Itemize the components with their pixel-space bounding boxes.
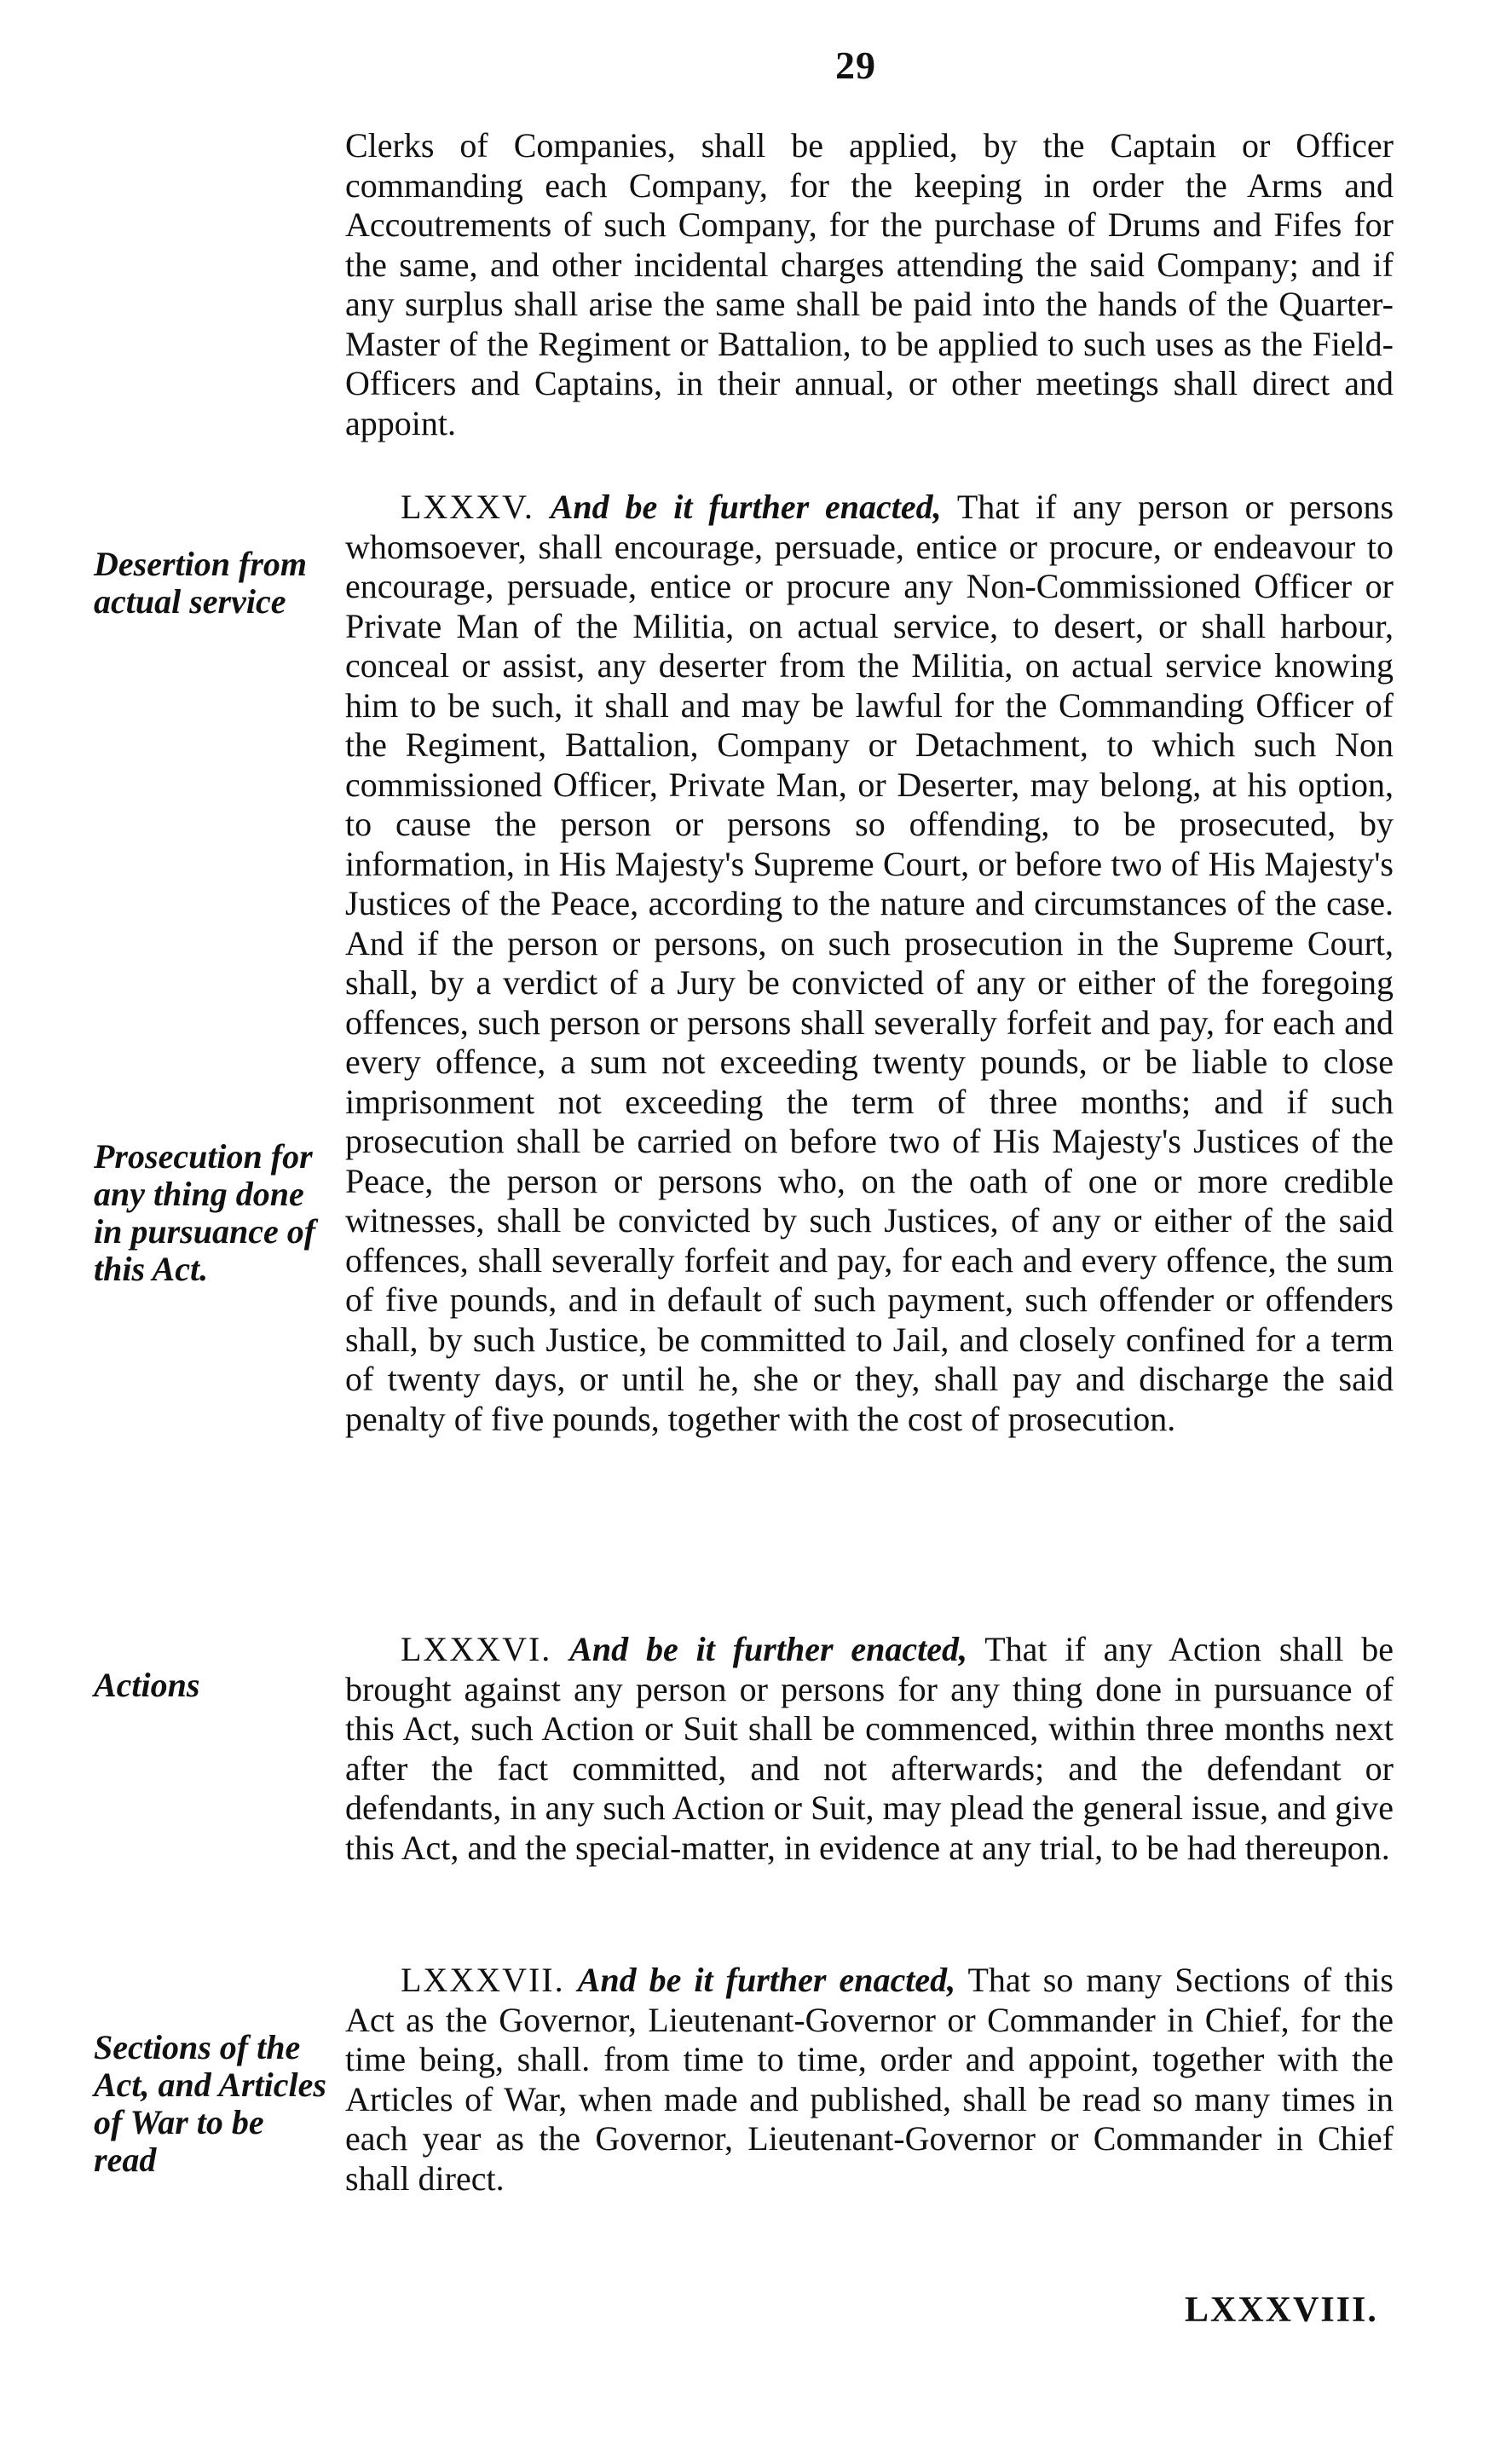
- paragraph-text: Clerks of Companies, shall be applied, by the Captain or Officer commanding each Company, for the keeping in order the Arms and Accoutrements of such Company, for the purchase of Drums and Fifes for the same, and other incidental charges attending the said Company; and if any surplus shall arise the same shall be paid into the hands of the Quarter-Master of the Regiment or Battalion, to be applied to such uses as the Field-Officers and Captains, in their annual, or other meetings shall direct and appoint.: [345, 126, 1394, 442]
- section-lxxxv: [345, 488, 1394, 1439]
- margin-note-prosecution: Prosecution for any thing done in pursuance of this Act.: [94, 1137, 316, 1288]
- section-number: LXXXV.: [401, 488, 534, 526]
- section-lxxxvii: [345, 1961, 1394, 2199]
- page-number: 29: [835, 43, 876, 87]
- section-paragraph: [345, 1630, 1394, 1868]
- margin-note-sections: Sections of the Act, and Articles of War to be read: [94, 2028, 326, 2179]
- section-paragraph: [345, 488, 1394, 1439]
- section-text: That so many Sections of this Act as the Governor, Lieutenant-Governor or Commander in Chief, for the time being, shall. from time to time, order and appoint, together with the Articles of War, when made and published, shall be read so many times in each year as the Governor, Lieutenant-Governor or Commander in Chief shall direct.: [345, 1961, 1394, 2198]
- section-text: That if any person or persons whomsoever, shall encourage, persuade, entice or procure, or endeavour to encourage, persuade, entice or procure any Non-Commissioned Officer or Private Man of the Militia, on actual service, to desert, or shall harbour, conceal or assist, any deserter from the Militia, on actual service knowing him to be such, it shall and may be lawful for the Commanding Officer of the Regiment, Battalion, Company or Detachment, to which such Non commissioned Officer, Private Man, or Deserter, may belong, at his option, to cause the person or persons so offending, to be prosecuted, by information, in His Majesty's Supreme Court, or before two of His Majesty's Justices of the Peace, according to the nature and circumstances of the case. And if the person or persons, on such prosecution in the Supreme Court, shall, by a verdict of a Jury be convicted of any or either of the foregoing offences, such person or persons shall severally forfeit and pay, for each and every offence, a sum not exceeding twenty pounds, or be liable to close imprisonment not exceeding the term of three months; and if such prosecution shall be carried on before two of His Majesty's Justices of the Peace, the person or persons who, on the oath of one or more credible witnesses, shall be convicted by such Justices, of any or either of the said offences, shall severally forfeit and pay, for each and every offence, the sum of five pounds, and in default of such payment, such offender or offenders shall, by such Justice, be committed to Jail, and closely confined for a term of twenty days, or until he, she or they, shall pay and discharge the said penalty of five pounds, together with the cost of prosecution.: [345, 488, 1394, 1438]
- catchword: LXXXVIII.: [1185, 2291, 1378, 2330]
- margin-note-desertion: Desertion from actual service: [94, 545, 307, 621]
- section-paragraph: [345, 1961, 1394, 2199]
- section-number: LXXXVII.: [401, 1961, 565, 1999]
- section-number: LXXXVI.: [401, 1630, 552, 1668]
- enacting-clause: And be it further enacted,: [577, 1961, 956, 1999]
- section-text: That if any Action shall be brought against any person or persons for any thing done in pursuance of this Act, such Action or Suit shall be commenced, within three months next after the fact committed, and not afterwards; and the defendant or defendants, in any such Action or Suit, may plead the general issue, and give this Act, and the special-matter, in evidence at any trial, to be had thereupon.: [345, 1630, 1394, 1867]
- enacting-clause: And be it further enacted,: [569, 1630, 968, 1668]
- paragraph-continuation: [345, 126, 1394, 443]
- enacting-clause: And be it further enacted,: [550, 488, 942, 526]
- section-lxxxvi: [345, 1630, 1394, 1868]
- margin-note-actions: Actions: [94, 1666, 200, 1704]
